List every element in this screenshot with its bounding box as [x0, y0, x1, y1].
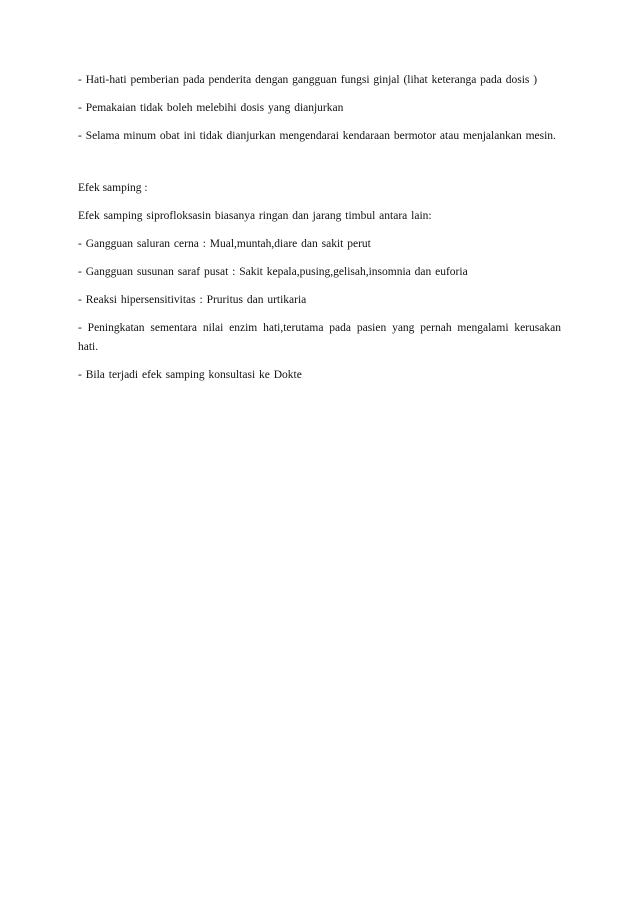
list-item-hypersensitivity: - Reaksi hipersensitivitas : Pruritus dan urtikaria: [78, 294, 307, 306]
list-item-consult-doctor: - Bila terjadi efek samping konsultasi ke Dokte: [78, 369, 302, 381]
paragraph-caution-kidney: - Hati-hati pemberian pada penderita dengan gangguan fungsi ginjal (lihat keteranga pada dosis ): [78, 74, 538, 86]
paragraph-driving-warning: - Selama minum obat ini tidak dianjurkan mengendarai kendaraan bermotor atau menjalankan mesin.: [78, 130, 556, 142]
paragraph-side-effects-intro: Efek samping siprofloksasin biasanya ringan dan jarang timbul antara lain:: [78, 210, 432, 222]
paragraph-dosage-limit: - Pemakaian tidak boleh melebihi dosis yang dianjurkan: [78, 102, 344, 114]
list-item-liver-enzymes: - Peningkatan sementara nilai enzim hati,terutama pada pasien yang pernah mengalami kerusakan hati.: [78, 322, 561, 353]
list-item-digestive: - Gangguan saluran cerna : Mual,muntah,diare dan sakit perut: [78, 238, 371, 250]
section-heading-side-effects: Efek samping :: [78, 182, 148, 194]
section-gap: [78, 155, 561, 179]
list-item-nervous-system: - Gangguan susunan saraf pusat : Sakit kepala,pusing,gelisah,insomnia dan euforia: [78, 266, 468, 278]
document-body: [78, 71, 561, 394]
